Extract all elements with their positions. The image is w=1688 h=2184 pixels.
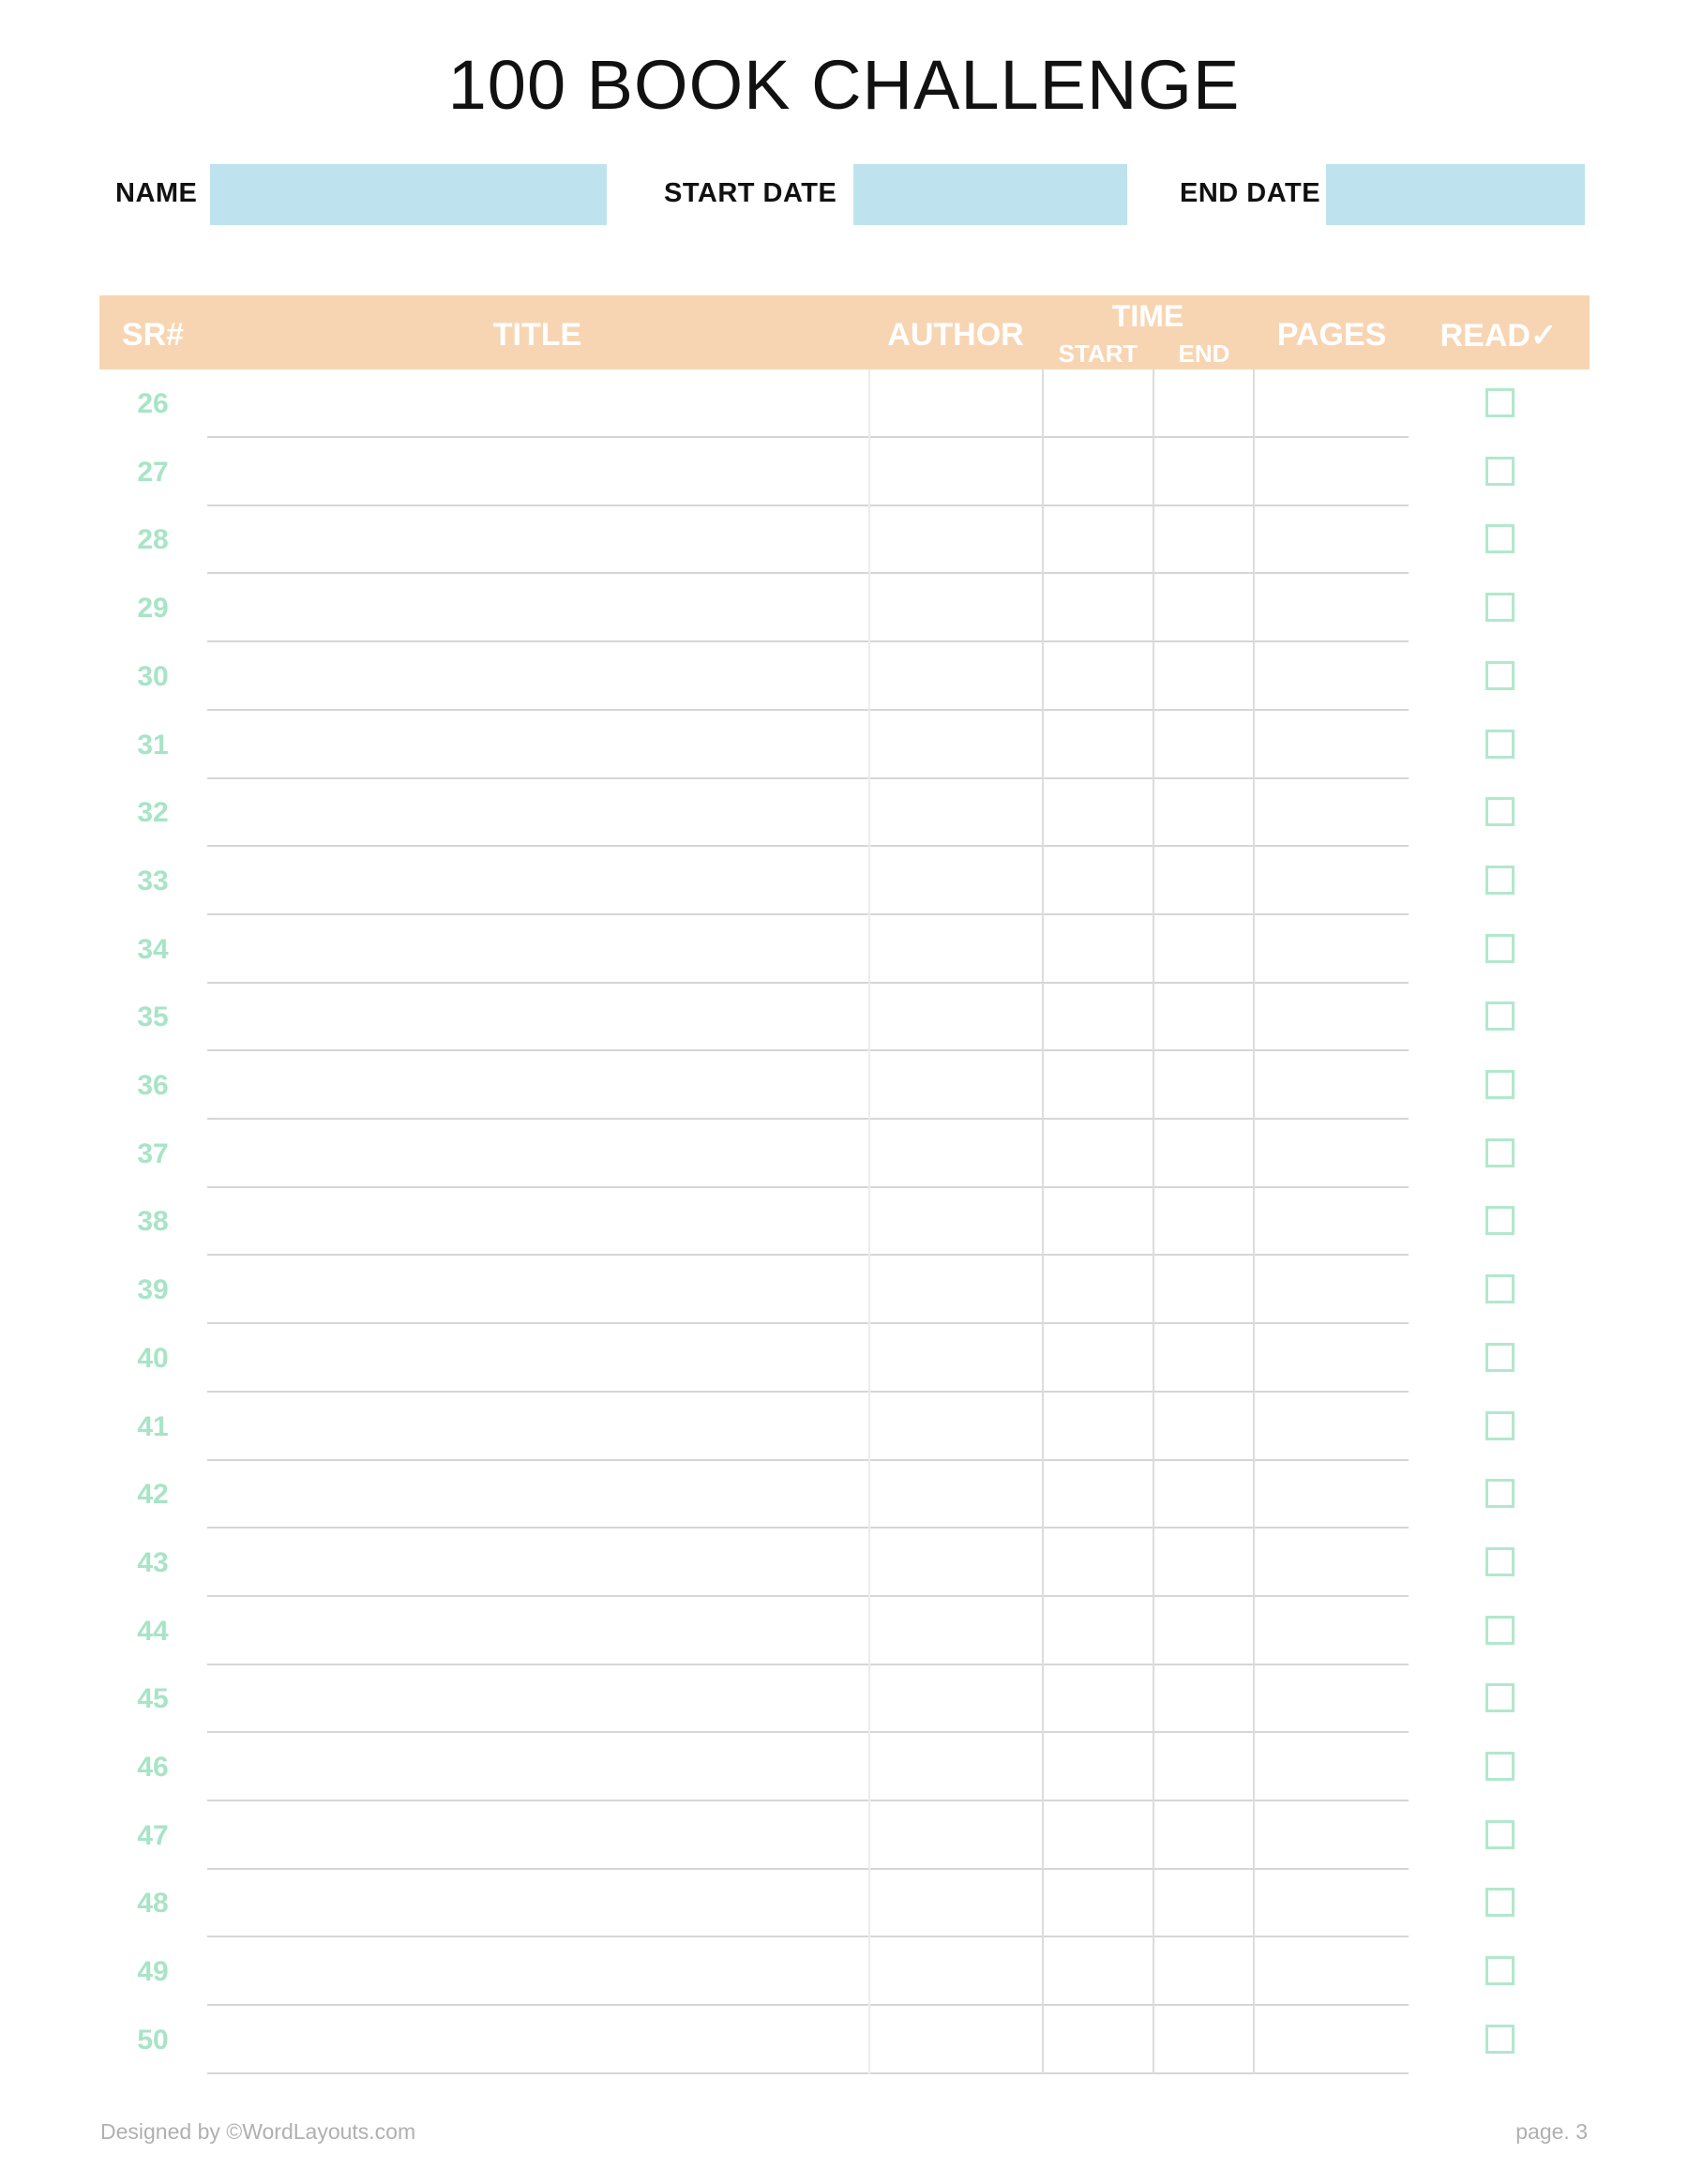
- header-sr: SR#: [121, 317, 185, 353]
- table-row: [0, 1120, 1688, 1188]
- read-checkbox[interactable]: [1485, 524, 1515, 553]
- header-author: AUTHOR: [887, 317, 1024, 353]
- row-number: 45: [137, 1683, 169, 1715]
- row-number: 47: [137, 1819, 169, 1851]
- read-checkbox[interactable]: [1485, 1956, 1515, 1985]
- header-title: TITLE: [492, 317, 582, 353]
- read-checkbox[interactable]: [1485, 1479, 1515, 1508]
- read-checkbox[interactable]: [1485, 388, 1515, 417]
- table-row: [0, 1393, 1688, 1461]
- table-row: [0, 1937, 1688, 2006]
- read-checkbox[interactable]: [1485, 661, 1515, 690]
- row-number: 42: [137, 1479, 169, 1511]
- table-row: [0, 1801, 1688, 1870]
- row-number: 31: [137, 729, 169, 761]
- table-row: [0, 1869, 1688, 1937]
- header-time-start: START: [1058, 339, 1138, 368]
- read-checkbox[interactable]: [1485, 730, 1515, 759]
- row-number: 49: [137, 1956, 169, 1988]
- table-row: [0, 1256, 1688, 1324]
- read-checkbox[interactable]: [1485, 593, 1515, 622]
- header-time-end: END: [1178, 339, 1230, 368]
- read-checkbox[interactable]: [1485, 1070, 1515, 1099]
- row-number: 26: [137, 388, 169, 419]
- read-checkbox[interactable]: [1485, 1206, 1515, 1235]
- read-checkbox[interactable]: [1485, 866, 1515, 895]
- start-date-field[interactable]: [853, 164, 1127, 225]
- header-read: READ✓: [1439, 318, 1558, 354]
- row-number: 27: [137, 456, 169, 488]
- table-row: [0, 1529, 1688, 1597]
- table-row: [0, 847, 1688, 915]
- table-header: [99, 295, 1590, 369]
- row-number: 38: [137, 1206, 169, 1238]
- column-divider-end: [1153, 369, 1154, 2074]
- row-divider: [207, 2072, 1409, 2074]
- row-number: 39: [137, 1274, 169, 1306]
- column-divider-pages: [1253, 369, 1255, 2074]
- table-row: [0, 574, 1688, 642]
- table-row: [0, 1051, 1688, 1120]
- row-number: 28: [137, 524, 169, 556]
- header-pages: PAGES: [1276, 317, 1387, 353]
- table-row: [0, 915, 1688, 984]
- row-number: 43: [137, 1546, 169, 1578]
- name-label: NAME: [115, 178, 198, 208]
- table-row: [0, 1597, 1688, 1665]
- read-checkbox[interactable]: [1485, 1002, 1515, 1031]
- table-row: [0, 369, 1688, 438]
- column-divider-author: [868, 369, 870, 2074]
- table-row: [0, 438, 1688, 506]
- table-row: [0, 1460, 1688, 1529]
- row-number: 29: [137, 593, 169, 625]
- read-checkbox[interactable]: [1485, 1752, 1515, 1781]
- read-checkbox[interactable]: [1485, 1616, 1515, 1645]
- read-checkbox[interactable]: [1485, 1547, 1515, 1576]
- table-row: [0, 1324, 1688, 1393]
- row-number: 36: [137, 1070, 169, 1101]
- row-number: 37: [137, 1137, 169, 1169]
- row-number: 50: [137, 2024, 169, 2056]
- table-row: [0, 1664, 1688, 1733]
- row-number: 46: [137, 1752, 169, 1783]
- table-row: [0, 778, 1688, 847]
- end-date-label: END DATE: [1180, 178, 1321, 208]
- read-checkbox[interactable]: [1485, 1888, 1515, 1917]
- read-checkbox[interactable]: [1485, 797, 1515, 826]
- table-row: [0, 505, 1688, 574]
- read-checkbox[interactable]: [1485, 934, 1515, 963]
- row-number: 32: [137, 797, 169, 829]
- read-checkbox[interactable]: [1485, 1683, 1515, 1712]
- read-checkbox[interactable]: [1485, 457, 1515, 486]
- start-date-label: START DATE: [664, 178, 837, 208]
- row-number: 34: [137, 933, 169, 965]
- read-checkbox[interactable]: [1485, 2025, 1515, 2054]
- row-number: 48: [137, 1888, 169, 1920]
- table-row: [0, 1187, 1688, 1256]
- row-number: 33: [137, 865, 169, 896]
- read-checkbox[interactable]: [1485, 1820, 1515, 1849]
- table-row: [0, 1733, 1688, 1801]
- name-field[interactable]: [210, 164, 607, 225]
- footer-credit: Designed by ©WordLayouts.com: [100, 2119, 416, 2144]
- page-number: page. 3: [1515, 2119, 1588, 2144]
- read-checkbox[interactable]: [1485, 1343, 1515, 1372]
- table-row: [0, 2006, 1688, 2074]
- row-number: 35: [137, 1002, 169, 1033]
- row-number: 41: [137, 1410, 169, 1442]
- header-time: TIME: [1111, 299, 1184, 333]
- column-divider-start: [1042, 369, 1044, 2074]
- read-checkbox[interactable]: [1485, 1274, 1515, 1303]
- table-row: [0, 711, 1688, 779]
- row-number: 30: [137, 660, 169, 692]
- table-row: [0, 983, 1688, 1051]
- table-row: [0, 642, 1688, 711]
- row-number: 40: [137, 1342, 169, 1374]
- row-number: 44: [137, 1615, 169, 1647]
- read-checkbox[interactable]: [1485, 1411, 1515, 1440]
- end-date-field[interactable]: [1326, 164, 1585, 225]
- page-title: 100 BOOK CHALLENGE: [447, 46, 1241, 124]
- read-checkbox[interactable]: [1485, 1138, 1515, 1167]
